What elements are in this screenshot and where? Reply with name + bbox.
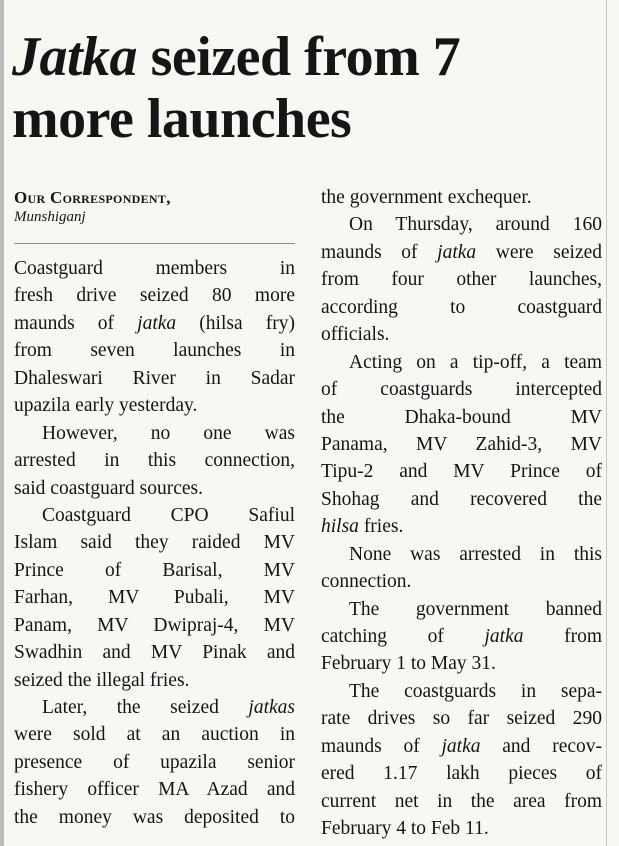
article-text-line: Dhaleswari River in Sadar xyxy=(14,367,295,389)
article-text-line: February 1 to May 31. xyxy=(321,653,496,675)
article-text-line: maunds of jatka and recov- xyxy=(321,735,603,757)
article-text-line: The coastguards in sepa- xyxy=(349,680,602,702)
article-text-line: Prince of Barisal, MV xyxy=(14,559,295,581)
italic-term: jatka xyxy=(137,312,177,334)
article-text-line: were sold at an auction in xyxy=(14,724,295,746)
article-text-line: arrested in this connection, xyxy=(14,450,295,472)
italic-term: jatka xyxy=(441,735,481,757)
article-text-line: Panam, MV Dwipraj-4, MV xyxy=(14,614,295,636)
headline-line-1-rest: seized from 7 xyxy=(137,26,461,88)
byline-author: Our Correspondent, xyxy=(14,188,171,207)
article-text-line: The government banned xyxy=(349,598,602,620)
article-text-line: ered 1.17 lakh pieces of xyxy=(321,763,602,785)
article-text-line: None was arrested in this xyxy=(349,543,602,565)
article-column-right xyxy=(321,184,602,843)
article-text-line: the government exchequer. xyxy=(321,187,532,208)
byline xyxy=(14,188,171,226)
article-text-line: However, no one was xyxy=(42,422,295,444)
article-text-line: catching of jatka from xyxy=(321,626,603,647)
article-text-line: from seven launches in xyxy=(14,340,295,362)
article-text-line: Coastguard CPO Safiul xyxy=(42,504,295,526)
article-text-line: maunds of jatka (hilsa fry) xyxy=(14,312,295,334)
byline-divider xyxy=(14,243,295,244)
article-text-line: February 4 to Feb 11. xyxy=(321,818,489,840)
article-headline xyxy=(12,26,607,150)
italic-term: jatkas xyxy=(248,697,295,718)
article-text-line: of coastguards intercepted xyxy=(321,379,602,401)
article-text-line: said coastguard sources. xyxy=(14,477,203,499)
article-text-line: Later, the seized jatkas xyxy=(42,697,295,718)
article-text-line: presence of upazila senior xyxy=(14,751,295,773)
article-text-line: fishery officer MA Azad and xyxy=(14,779,295,801)
article-text-line: hilsa fries. xyxy=(321,516,404,538)
article-text-line: maunds of jatka were seized xyxy=(321,241,603,263)
article-text-line: upazila early yesterday. xyxy=(14,395,198,417)
article-text-line: Coastguard members in xyxy=(14,258,295,279)
article-text-line: current net in the area from xyxy=(321,790,602,812)
article-text-line: Farhan, MV Pubali, MV xyxy=(14,587,295,609)
article-text-line: officials. xyxy=(321,324,390,346)
headline-italic-word: Jatka xyxy=(12,26,138,88)
article-text-line: seized the illegal fries. xyxy=(14,669,190,691)
article-text-line: connection. xyxy=(321,571,412,593)
article-text-line: according to coastguard xyxy=(321,296,602,318)
article-text-line: Tipu-2 and MV Prince of xyxy=(321,461,602,483)
article-text-line: rate drives so far seized 290 xyxy=(321,708,602,730)
article-text-line: Swadhin and MV Pinak and xyxy=(14,642,295,664)
italic-term: jatka xyxy=(484,626,524,647)
article-text-line: from four other launches, xyxy=(321,269,602,291)
article-text-line: fresh drive seized 80 more xyxy=(14,285,295,307)
page-left-border xyxy=(0,0,4,846)
italic-term: hilsa xyxy=(321,516,359,538)
italic-term: jatka xyxy=(437,241,477,263)
article-column-left xyxy=(14,255,295,831)
article-text-line: the Dhaka-bound MV xyxy=(321,406,602,428)
headline-line-2: more launches xyxy=(12,88,352,150)
article-text-line: Acting on a tip-off, a team xyxy=(349,351,602,373)
article-text-line: Islam said they raided MV xyxy=(14,532,295,554)
article-text-line: the money was deposited to xyxy=(14,806,295,828)
article-text-line: Shohag and recovered the xyxy=(321,488,602,510)
article-text-line: Panama, MV Zahid-3, MV xyxy=(321,433,602,455)
byline-location: Munshiganj xyxy=(14,209,86,225)
headline-line-1 xyxy=(12,26,607,88)
article-text-line: On Thursday, around 160 xyxy=(349,214,602,236)
